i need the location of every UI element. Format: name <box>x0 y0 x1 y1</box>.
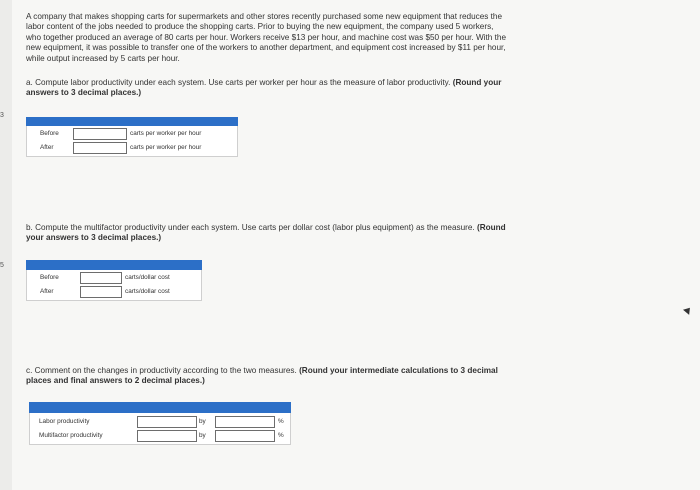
part-a-after-label: After <box>40 144 54 151</box>
part-b-text: b. Compute the multifactor productivity under each system. Use carts per dollar cost (labor plus equipment) as the measure. <box>26 223 475 232</box>
part-a-round-note: (Round your <box>452 78 502 87</box>
part-b-prompt <box>26 223 596 244</box>
part-c-prompt <box>26 366 596 387</box>
question-number-5: 5 <box>0 262 4 269</box>
part-a-text: a. Compute labor productivity under each system. Use carts per worker per hour as the measure of labor productivity. <box>26 78 451 87</box>
part-c-multifactor-pct: % <box>278 432 284 439</box>
part-a-before-label: Before <box>40 130 59 137</box>
problem-line: new equipment, it was possible to transfer one of the workers to another department, and equipment cost increased by $11 per hour, <box>26 43 506 53</box>
part-c-text: c. Comment on the changes in productivity according to the two measures. <box>26 366 297 375</box>
part-b-round-note: (Round <box>476 223 506 232</box>
part-c-labor-input[interactable] <box>215 416 275 428</box>
part-a-before-input[interactable] <box>73 128 127 140</box>
part-c-multifactor-by: by <box>199 432 206 439</box>
part-a-before-unit: carts per worker per hour <box>130 130 202 137</box>
problem-statement <box>26 12 592 64</box>
cursor-icon <box>683 305 693 315</box>
part-b-after-label: After <box>40 288 54 295</box>
part-a-table-header <box>26 117 238 126</box>
part-b-before-unit: carts/dollar cost <box>125 274 170 281</box>
question-number-3: 3 <box>0 112 4 119</box>
part-a-after-input[interactable] <box>73 142 127 154</box>
part-a-round-note-cont: answers to 3 decimal places.) <box>26 88 142 98</box>
problem-line: while output increased by 5 carts per hour. <box>26 53 180 63</box>
part-c-multifactor-label: Multifactor productivity <box>39 432 103 439</box>
part-a-prompt <box>26 78 596 99</box>
part-c-round-note-cont: places and final answers to 2 decimal places.) <box>26 376 205 386</box>
problem-line: who together produced an average of 80 carts per hour. Workers receive $13 per hour, and machine cost was $50 per hour. With the <box>26 32 507 42</box>
part-c-labor-label: Labor productivity <box>39 418 90 425</box>
part-b-before-input[interactable] <box>80 272 122 284</box>
problem-line: labor content of the jobs needed to produce the shopping carts. Prior to buying the new equipment, the company used 5 workers, <box>26 22 494 32</box>
part-b-after-unit: carts/dollar cost <box>125 288 170 295</box>
part-c-labor-select[interactable] <box>137 416 197 428</box>
part-c-table-header <box>29 402 291 413</box>
part-c-multifactor-select[interactable] <box>137 430 197 442</box>
part-a-after-unit: carts per worker per hour <box>130 144 202 151</box>
left-gutter <box>0 0 12 490</box>
part-c-labor-pct: % <box>278 418 284 425</box>
part-b-round-note-cont: your answers to 3 decimal places.) <box>26 233 162 243</box>
part-c-multifactor-input[interactable] <box>215 430 275 442</box>
problem-line: A company that makes shopping carts for supermarkets and other stores recently purchased some new equipment that reduces the <box>26 12 503 21</box>
part-b-after-input[interactable] <box>80 286 122 298</box>
part-b-table-header <box>26 260 202 270</box>
part-b-before-label: Before <box>40 274 59 281</box>
part-c-labor-by: by <box>199 418 206 425</box>
part-c-round-note: (Round your intermediate calculations to 3 decimal <box>299 366 498 375</box>
